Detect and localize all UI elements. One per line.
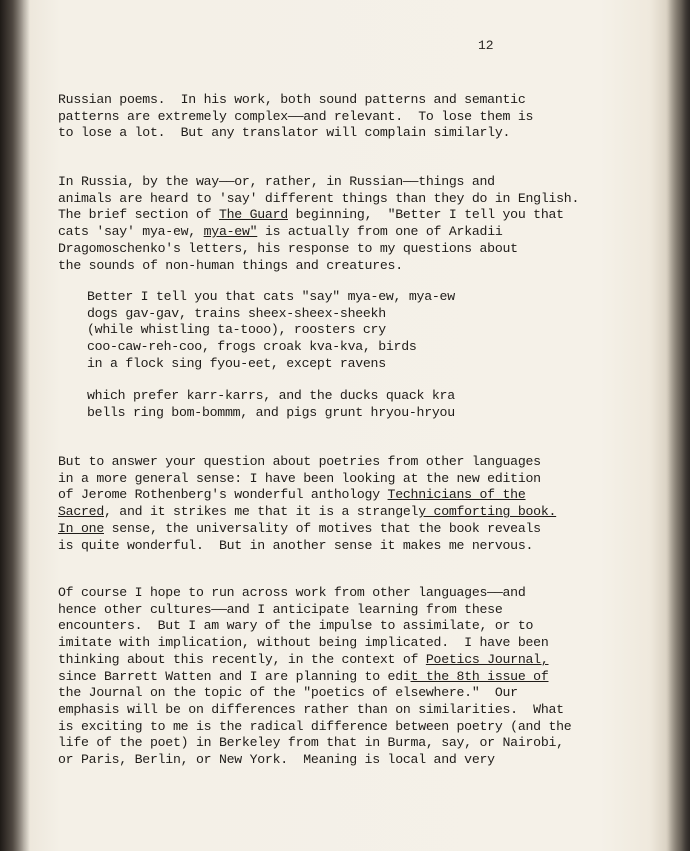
- text-line: or Paris, Berlin, or New York. Meaning is local and very: [58, 752, 495, 768]
- text-line: in a more general sense: I have been looking at the new edition: [58, 470, 541, 486]
- text-line: the sounds of non-human things and creatures.: [58, 257, 403, 273]
- poem-line: Better I tell you that cats "say" mya-ew, mya-ew: [87, 289, 455, 304]
- quoted-poem-stanza-1: [87, 289, 647, 373]
- page-number: 12: [478, 38, 494, 53]
- text-line: Russian poems. In his work, both sound patterns and semantic: [58, 92, 526, 107]
- text-line: beginning, "Better I tell you that: [287, 207, 564, 223]
- text-line: the Journal on the topic of the "poetics of elsewhere." Our: [58, 685, 518, 701]
- paragraph-3: [58, 454, 618, 554]
- text-line: encounters. But I am wary of the impulse to assimilate, or to: [58, 618, 534, 634]
- book-title-technicians-of-the-sacred-cont: Sacred: [58, 504, 104, 520]
- journal-title-poetics-journal: Poetics Journal,: [425, 651, 549, 667]
- paragraph-1: [58, 92, 618, 142]
- text-line: to lose a lot. But any translator will complain similarly.: [58, 125, 511, 141]
- page-edge-shadow: [666, 0, 690, 851]
- text-line: But to answer your question about poetries from other languages: [58, 454, 541, 469]
- paragraph-2: [58, 174, 618, 274]
- text-line: is quite wonderful. But in another sense it makes me nervous.: [58, 537, 534, 553]
- poem-line: coo-caw-reh-coo, frogs croak kva-kva, birds: [87, 339, 417, 355]
- book-title-technicians-of-the-sacred: Technicians of the: [387, 487, 526, 503]
- poem-line: dogs gav-gav, trains sheex-sheex-sheekh: [87, 305, 386, 321]
- text-line: is actually from one of Arkadii: [257, 224, 503, 240]
- quoted-poem-stanza-2: [87, 388, 647, 421]
- paragraph-4: [58, 585, 618, 769]
- text-line: life of the poet) in Berkeley from that in Burma, say, or Nairobi,: [58, 735, 564, 751]
- text-line: , and it strikes me that it is a strangel: [103, 504, 419, 520]
- text-line: Of course I hope to run across work from other languages——and: [58, 585, 526, 600]
- text-line: cats 'say' mya-ew,: [58, 224, 204, 240]
- underlined-phrase: mya-ew": [203, 224, 258, 240]
- poem-line: in a flock sing fyou-eet, except ravens: [87, 355, 386, 371]
- text-line: In Russia, by the way——or, rather, in Russian——things and: [58, 174, 495, 189]
- underlined-phrase: In one: [58, 520, 104, 536]
- text-line: since Barrett Watten and I are planning to edi: [58, 668, 411, 684]
- text-line: emphasis will be on differences rather than on similarities. What: [58, 701, 564, 717]
- underlined-phrase: y comforting book.: [418, 504, 557, 520]
- poem-line: (while whistling ta-tooo), roosters cry: [87, 322, 386, 338]
- text-line: The brief section of: [58, 207, 219, 223]
- text-line: is exciting to me is the radical difference between poetry (and the: [58, 718, 572, 734]
- poem-line: bells ring bom-bommm, and pigs grunt hryou-hryou: [87, 404, 455, 420]
- text-line: Dragomoschenko's letters, his response to my questions about: [58, 240, 518, 256]
- book-title-the-guard: The Guard: [218, 207, 288, 223]
- poem-line: which prefer karr-karrs, and the ducks quack kra: [87, 388, 455, 403]
- book-gutter-shadow: [0, 0, 30, 851]
- text-line: sense, the universality of motives that the book reveals: [103, 520, 541, 536]
- text-line: thinking about this recently, in the context of: [58, 651, 426, 667]
- text-line: animals are heard to 'say' different things than they do in English.: [58, 190, 580, 206]
- text-line: of Jerome Rothenberg's wonderful anthology: [58, 487, 388, 503]
- text-line: patterns are extremely complex——and relevant. To lose them is: [58, 108, 534, 124]
- text-line: imitate with implication, without being implicated. I have been: [58, 635, 549, 651]
- underlined-phrase: t the 8th issue of: [410, 668, 549, 684]
- text-line: hence other cultures——and I anticipate learning from these: [58, 601, 503, 617]
